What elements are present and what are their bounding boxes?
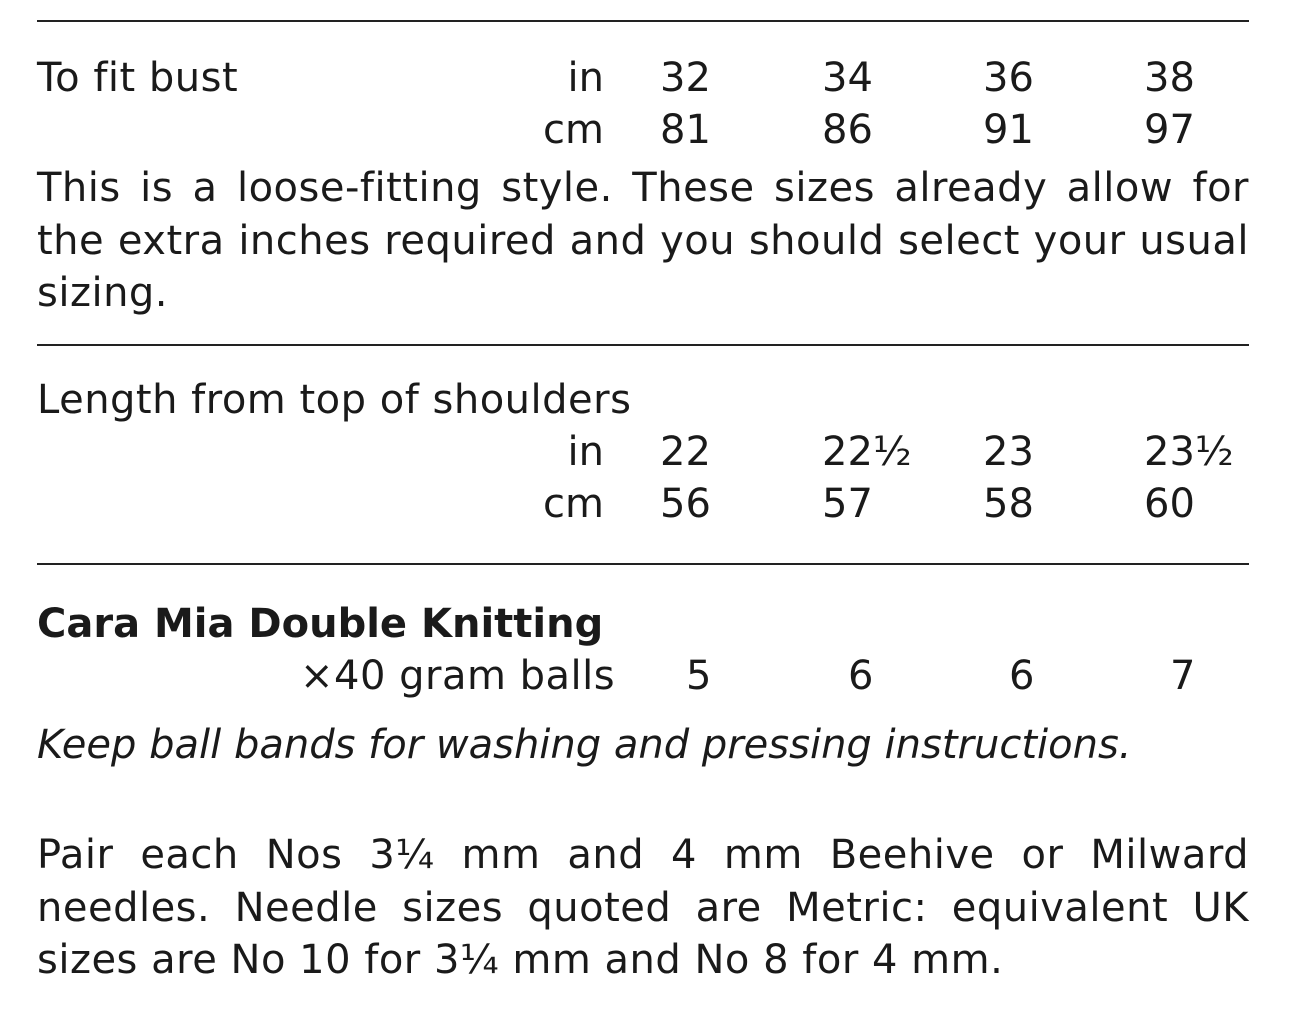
yarn-balls-value-1: 5 <box>686 653 712 699</box>
bust-in-value-2: 34 <box>822 55 873 101</box>
length-in-value-3: 23 <box>983 429 1034 475</box>
yarn-title: Cara Mia Double Knitting <box>37 601 604 647</box>
yarn-balls-label: ×40 gram balls <box>300 653 616 699</box>
bust-label: To fit bust <box>37 55 239 101</box>
bust-cm-value-4: 97 <box>1144 107 1195 153</box>
bust-in-unit: in <box>567 55 604 101</box>
yarn-balls-value-2: 6 <box>848 653 874 699</box>
yarn-balls-value-3: 6 <box>1009 653 1035 699</box>
bust-in-value-4: 38 <box>1144 55 1195 101</box>
bust-cm-value-3: 91 <box>983 107 1034 153</box>
length-label: Length from top of shoulders <box>37 377 632 423</box>
length-in-value-2: 22½ <box>822 429 912 475</box>
yarn-balls-value-4: 7 <box>1170 653 1196 699</box>
needles-text: Pair each Nos 3¼ mm and 4 mm Beehive or Milward needles. Needle sizes quoted are Metric: equivalent UK sizes are No 10 for 3¼ mm and No 8 for 4 mm. <box>37 832 1249 983</box>
length-cm-unit: cm <box>543 481 604 527</box>
length-cm-value-4: 60 <box>1144 481 1195 527</box>
yarn-note: Keep ball bands for washing and pressing instructions. <box>37 722 1132 768</box>
divider-top <box>37 20 1249 22</box>
divider-bust <box>37 344 1249 346</box>
bust-in-value-3: 36 <box>983 55 1034 101</box>
length-cm-value-3: 58 <box>983 481 1034 527</box>
length-in-value-1: 22 <box>660 429 711 475</box>
bust-cm-unit: cm <box>543 107 604 153</box>
length-cm-value-1: 56 <box>660 481 711 527</box>
bust-cm-value-2: 86 <box>822 107 873 153</box>
bust-fit-note: This is a loose-fitting style. These sizes already allow for the extra inches required and you should select your usual sizing. <box>37 165 1249 316</box>
length-cm-value-2: 57 <box>822 481 873 527</box>
length-in-unit: in <box>567 429 604 475</box>
divider-length <box>37 563 1249 565</box>
bust-in-value-1: 32 <box>660 55 711 101</box>
bust-cm-value-1: 81 <box>660 107 711 153</box>
length-in-value-4: 23½ <box>1144 429 1234 475</box>
